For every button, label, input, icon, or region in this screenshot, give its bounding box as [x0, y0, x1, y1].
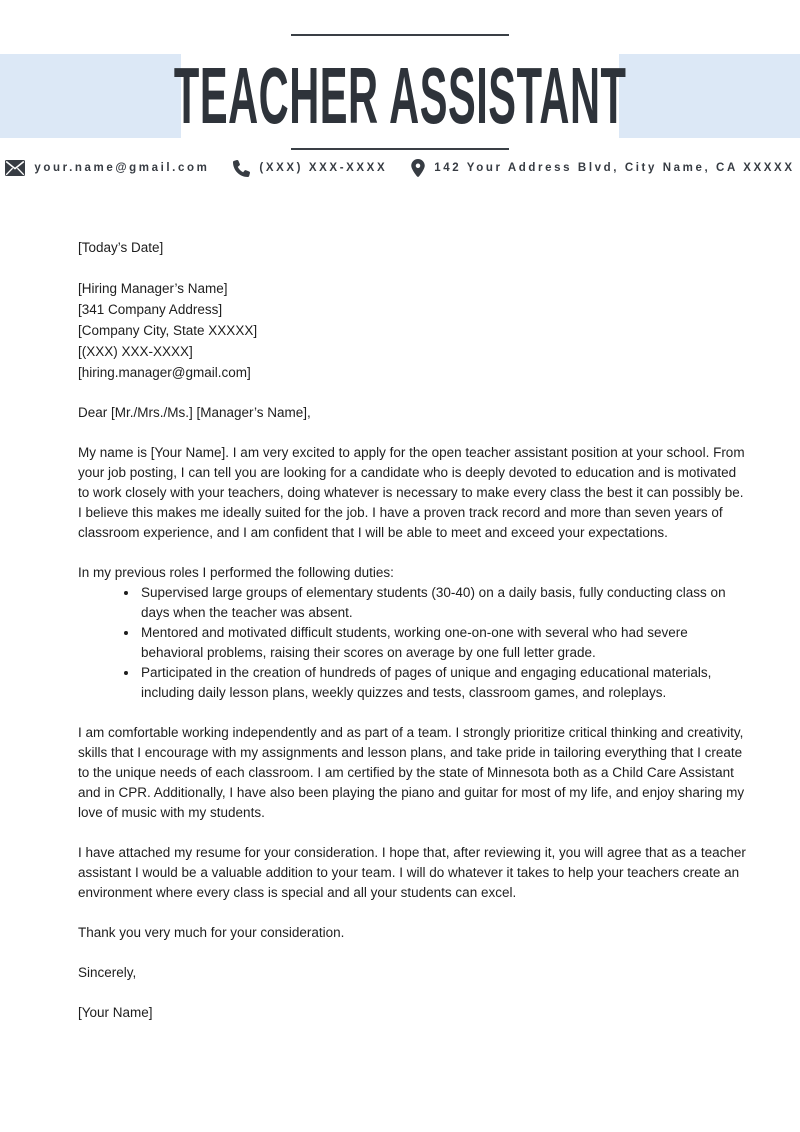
email-text: your.name@gmail.com	[34, 162, 210, 174]
duty-item: • Supervised large groups of elementary students (30-40) on a daily basis, fully conducting class on days when the teacher was absent.	[139, 583, 748, 623]
top-divider-line	[291, 34, 509, 36]
recipient-email: [hiring.manager@gmail.com]	[78, 365, 251, 380]
closing-line: Thank you very much for your consideration.	[78, 925, 345, 940]
duty-item: • Participated in the creation of hundreds of pages of unique and engaging educational materials, including daily lesson plans, weekly quizzes and tests, classroom games, and roleplays.	[139, 663, 748, 703]
recipient-address: [341 Company Address]	[78, 302, 223, 317]
duties-intro: In my previous roles I performed the following duties:	[78, 565, 394, 580]
signature-name: [Your Name]	[78, 1005, 153, 1020]
contact-row	[0, 159, 800, 177]
recipient-name: [Hiring Manager’s Name]	[78, 281, 228, 296]
duties-list	[78, 583, 748, 703]
header-blue-band	[0, 51, 800, 140]
page-title: TEACHER ASSISTANT	[173, 51, 627, 140]
duty-item: • Mentored and motivated difficult students, working one-on-one with several who had severe behavioral problems, raising their scores on average by one full letter grade.	[139, 623, 748, 663]
envelope-icon	[5, 160, 25, 176]
paragraph-resume: I have attached my resume for your consideration. I hope that, after reviewing it, you will agree that as a teacher assistant I would be a valuable addition to your team. I will do whatever it takes to help your teachers create an environment where every class is special and all your students can excel.	[78, 845, 746, 900]
contact-phone	[233, 160, 387, 177]
address-text: 142 Your Address Blvd, City Name, CA XXXXX	[434, 162, 795, 174]
letter-date: [Today’s Date]	[78, 240, 164, 255]
phone-icon	[233, 160, 250, 177]
contact-email	[5, 160, 209, 176]
letter-body	[78, 238, 748, 1043]
title-box	[173, 51, 627, 140]
salutation: Dear [Mr./Mrs./Ms.] [Manager’s Name],	[78, 405, 311, 420]
recipient-city-state: [Company City, State XXXXX]	[78, 323, 258, 338]
paragraph-skills: I am comfortable working independently and as part of a team. I strongly prioritize critical thinking and creativity, skills that I encourage with my assignments and lesson plans, and take pride in tailoring everything that I create to the unique needs of each classroom. I am certified by the state of Minnesota both as a Child Care Assistant and in CPR. Additionally, I have also been playing the piano and guitar for most of my life, and enjoy sharing my love of music with my students.	[78, 725, 745, 820]
signoff: Sincerely,	[78, 965, 137, 980]
location-pin-icon	[411, 159, 425, 177]
phone-text: (XXX) XXX-XXXX	[259, 162, 388, 174]
recipient-phone: [(XXX) XXX-XXXX]	[78, 344, 193, 359]
paragraph-intro: My name is [Your Name]. I am very excited to apply for the open teacher assistant position at your school. From your job posting, I can tell you are looking for a candidate who is deeply devoted to education and is motivated to work closely with your teachers, doing whatever is necessary to make every class the best it can possibly be. I believe this makes me ideally suited for the job. I have a proven track record and more than seven years of classroom experience, and I am confident that I will be able to meet and exceed your expectations.	[78, 445, 745, 540]
contact-address	[411, 159, 794, 177]
bottom-divider-line	[291, 148, 509, 150]
recipient-block	[78, 278, 748, 383]
